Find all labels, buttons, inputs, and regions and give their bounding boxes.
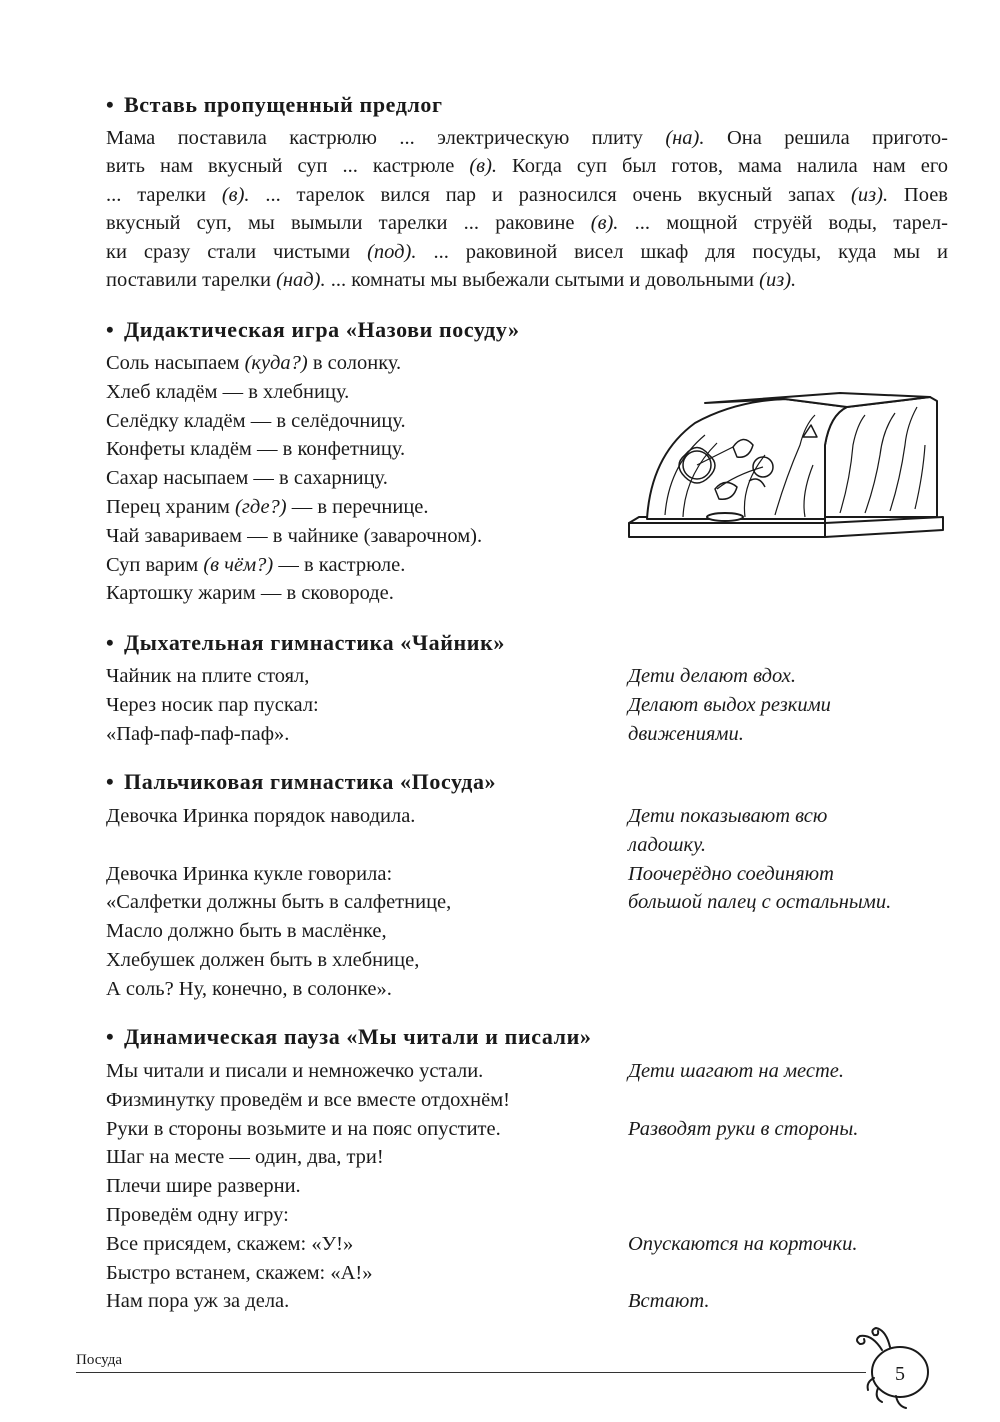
breathing-verse <box>106 662 319 748</box>
instruction-line: ладошку. <box>628 833 707 856</box>
list-item: Чай завариваем — в чайнике (заварочном). <box>106 524 483 547</box>
list-item: Картошку жарим — в сковороде. <box>106 582 394 605</box>
instruction-line: Дети шагают на месте. <box>628 1060 844 1082</box>
bullet-icon: • <box>106 317 115 342</box>
list-item: Конфеты кладём — в конфетницу. <box>106 438 406 461</box>
section-heading-name-dishes <box>106 317 520 343</box>
bullet-icon: • <box>106 1024 115 1049</box>
instruction-line <box>628 1172 858 1201</box>
verse-line: Руки в стороны возьмите и на пояс опустите. <box>106 1117 501 1140</box>
list-item: Суп варим (в чём?) — в кастрюле. <box>106 553 406 576</box>
finger-verse <box>106 802 451 1004</box>
instruction-line <box>628 1259 858 1288</box>
instruction-line: Делают выдох резкими <box>628 693 831 716</box>
instruction-line: Опускаются на корточки. <box>628 1232 858 1255</box>
verse-line: Масло должно быть в маслёнке, <box>106 920 387 943</box>
verse-line: Физминутку проведём и все вместе отдохнём! <box>106 1088 511 1111</box>
verse-line <box>106 831 451 860</box>
page-number: 5 <box>895 1363 905 1385</box>
instruction-line: Дети показывают всю <box>628 805 828 827</box>
paragraph-line: поставили тарелки (над). ... комнаты мы выбежали сытыми и довольными (из). <box>106 269 797 292</box>
prepositions-paragraph <box>106 124 948 294</box>
section-heading-finger <box>106 769 496 795</box>
verse-line: Через носик пар пускал: <box>106 693 319 716</box>
breathing-instructions <box>628 662 831 748</box>
verse-line: А соль? Ну, конечно, в солонке». <box>106 977 392 1000</box>
verse-line: Плечи шире разверни. <box>106 1175 301 1198</box>
heading-text: Вставь пропущенный предлог <box>124 92 443 117</box>
paragraph-line: ... тарелки (в). ... тарелок вился пар и разносился очень вкусный запах (из). Поев <box>106 183 948 206</box>
verse-line: «Салфетки должны быть в салфетнице, <box>106 891 452 914</box>
dynamic-pause-instructions <box>628 1057 858 1316</box>
instruction-line: движениями. <box>628 722 744 745</box>
verse-line: Девочка Иринка кукле говорила: <box>106 862 393 885</box>
heading-text: Дыхательная гимнастика «Чайник» <box>124 630 505 655</box>
verse-line: Хлебушек должен быть в хлебнице, <box>106 948 420 971</box>
section-heading-breathing <box>106 630 505 656</box>
bullet-icon: • <box>106 92 115 117</box>
instruction-line: Разводят руки в стороны. <box>628 1117 859 1140</box>
verse-line: Чайник на плите стоял, <box>106 665 310 687</box>
verse-line: Девочка Иринка порядок наводила. <box>106 805 416 827</box>
list-item: Соль насыпаем (куда?) в солонку. <box>106 352 402 374</box>
instruction-line: Дети делают вдох. <box>628 665 797 687</box>
verse-line: Все присядем, скажем: «У!» <box>106 1232 354 1255</box>
instruction-line <box>628 1201 858 1230</box>
breadbox-illustration <box>625 385 945 565</box>
bullet-icon: • <box>106 630 115 655</box>
heading-text: Дидактическая игра «Назови посуду» <box>124 317 520 342</box>
instruction-line: Поочерёдно соединяют <box>628 862 834 885</box>
list-item: Хлеб кладём — в хлебницу. <box>106 380 350 403</box>
verse-line: Мы читали и писали и немножечко устали. <box>106 1060 484 1082</box>
bug-page-number-icon <box>846 1322 936 1412</box>
list-item: Селёдку кладём — в селёдочницу. <box>106 409 406 432</box>
verse-line: Проведём одну игру: <box>106 1203 289 1226</box>
section-heading-prepositions <box>106 92 443 118</box>
section-heading-dynamic-pause <box>106 1024 591 1050</box>
verse-line: «Паф-паф-паф-паф». <box>106 722 290 745</box>
paragraph-line: вкусный суп, мы вымыли тарелки ... раковине (в). ... мощной струёй воды, тарел- <box>106 212 948 235</box>
verse-line: Шаг на месте — один, два, три! <box>106 1146 384 1169</box>
list-item: Сахар насыпаем — в сахарницу. <box>106 467 388 490</box>
heading-text: Пальчиковая гимнастика «Посуда» <box>124 769 497 794</box>
bullet-icon: • <box>106 769 115 794</box>
footer-section-label: Посуда <box>76 1352 123 1368</box>
instruction-line <box>628 1143 858 1172</box>
verse-line: Быстро встанем, скажем: «А!» <box>106 1261 373 1284</box>
heading-text: Динамическая пауза «Мы читали и писали» <box>124 1024 592 1049</box>
instruction-line: большой палец с остальными. <box>628 891 892 914</box>
name-dishes-list <box>106 349 482 608</box>
instruction-line: Встают. <box>628 1290 710 1313</box>
paragraph-line: вить нам вкусный суп ... кастрюле (в). Когда суп был готов, мама налила нам его <box>106 155 948 178</box>
footer-divider <box>76 1372 866 1373</box>
instruction-line <box>628 1086 858 1115</box>
finger-instructions <box>628 802 891 917</box>
dynamic-pause-verse <box>106 1057 510 1316</box>
list-item: Перец храним (где?) — в перечнице. <box>106 495 429 518</box>
paragraph-line: Мама поставила кастрюлю ... электрическую плиту (на). Она решила пригото- <box>106 127 948 149</box>
paragraph-line: ки сразу стали чистыми (под). ... раковиной висел шкаф для посуды, куда мы и <box>106 240 948 263</box>
verse-line: Нам пора уж за дела. <box>106 1290 290 1313</box>
